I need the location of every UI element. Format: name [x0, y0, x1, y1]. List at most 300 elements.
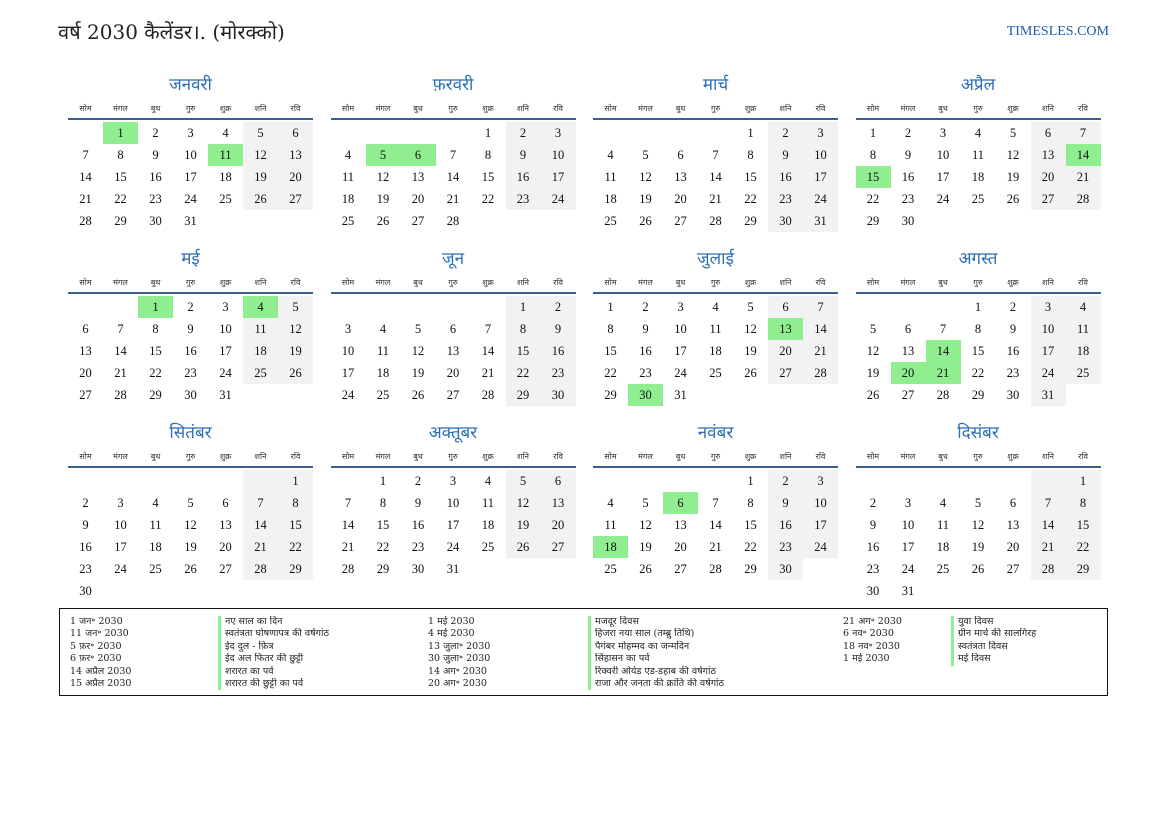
day-cell: 25	[936, 562, 950, 576]
day-cell: 7	[344, 496, 352, 510]
day-cell: 13	[674, 518, 687, 532]
weekday-label: शुक्र	[1007, 278, 1019, 287]
day-cell: 2	[187, 300, 194, 314]
holiday-day-cell: 5	[366, 144, 401, 166]
day-cell: 27	[674, 562, 687, 576]
day-cell: 16	[768, 514, 803, 536]
weekday-label: मंगल	[113, 104, 128, 113]
day-cell: 14	[341, 518, 355, 532]
day-cell: 25	[149, 562, 162, 576]
weekday-label: शनि	[254, 452, 267, 461]
day-cell: 9	[152, 148, 159, 162]
day-cell: 4	[344, 148, 352, 162]
weekday-label: गुरु	[710, 452, 721, 461]
day-cell: 19	[506, 514, 541, 536]
day-cell: 30	[411, 562, 425, 576]
empty-cell	[663, 122, 698, 144]
day-cell: 16	[901, 170, 915, 184]
day-cell: 26	[411, 388, 425, 402]
day-cell: 1	[607, 300, 614, 314]
day-cell: 17	[1031, 340, 1066, 362]
day-cell: 17	[674, 344, 687, 358]
legend-name-column	[588, 616, 843, 690]
day-cell: 10	[901, 518, 915, 532]
weekday-label: रवि	[815, 278, 826, 287]
weekday-header	[331, 274, 576, 294]
weekday-label: गुरु	[448, 104, 458, 113]
day-cell: 22	[866, 192, 880, 206]
day-cell: 13	[901, 344, 915, 358]
day-cell: 20	[219, 540, 232, 554]
day-cell: 25	[243, 362, 278, 384]
day-cell: 12	[639, 170, 652, 184]
day-cell: 10	[446, 496, 460, 510]
day-cell: 29	[149, 388, 162, 402]
day-cell: 2	[904, 126, 912, 140]
empty-cell	[891, 470, 926, 492]
day-cell: 8	[869, 148, 877, 162]
day-cell: 31	[803, 210, 838, 232]
day-cell: 3	[344, 322, 352, 336]
weekday-label: शुक्र	[219, 278, 232, 287]
day-cell: 24	[114, 562, 127, 576]
day-cell: 13	[1031, 144, 1066, 166]
holiday-day-cell: 11	[208, 144, 243, 166]
day-cell: 19	[1006, 170, 1020, 184]
day-cell: 8	[506, 318, 541, 340]
day-cell: 7	[1066, 122, 1101, 144]
day-cell: 25	[341, 214, 355, 228]
holiday-name: मई दिवस	[951, 653, 1101, 665]
day-cell: 3	[222, 300, 229, 314]
day-cell: 8	[278, 492, 313, 514]
month-name: जनवरी	[169, 75, 212, 95]
day-cell: 31	[674, 388, 687, 402]
day-cell: 7	[82, 148, 89, 162]
day-cell: 5	[642, 148, 649, 162]
empty-cell	[331, 470, 366, 492]
weekday-label: बुध	[150, 104, 161, 113]
weekday-label: रवि	[290, 452, 301, 461]
day-cell: 4	[1066, 296, 1101, 318]
legend-date-column	[70, 616, 218, 690]
day-cell: 11	[376, 344, 390, 358]
weekday-header	[593, 448, 838, 468]
day-cell: 12	[411, 344, 425, 358]
day-cell: 17	[219, 344, 232, 358]
day-cell: 15	[744, 518, 757, 532]
day-cell: 2	[506, 122, 541, 144]
day-cell: 24	[803, 188, 838, 210]
month-calendar	[331, 420, 576, 594]
day-cell: 30	[768, 558, 803, 580]
empty-cell	[436, 122, 471, 144]
day-cell: 14	[803, 318, 838, 340]
empty-cell	[856, 296, 891, 318]
day-cell: 14	[114, 344, 127, 358]
holiday-name: राजा और जनता की क्रांति की वर्षगांठ	[588, 678, 843, 690]
weekday-label: मंगल	[900, 452, 916, 461]
weekday-label: सोम	[341, 452, 355, 461]
holiday-date: 13 जुला॰ 2030	[428, 640, 491, 652]
day-cell: 25	[604, 562, 617, 576]
empty-cell	[628, 470, 663, 492]
day-cell: 27	[674, 214, 687, 228]
day-cell: 18	[971, 170, 985, 184]
weekday-label: गुरु	[973, 452, 983, 461]
day-cell: 27	[901, 388, 915, 402]
day-cell: 31	[1031, 384, 1066, 406]
day-cell: 8	[1066, 492, 1101, 514]
weekday-label: मंगल	[638, 104, 653, 113]
day-cell: 21	[114, 366, 127, 380]
day-cell: 19	[866, 366, 880, 380]
days-grid	[331, 470, 576, 580]
day-cell: 25	[1066, 362, 1101, 384]
day-cell: 27	[79, 388, 92, 402]
day-cell: 16	[79, 540, 92, 554]
holiday-day-cell: 14	[1066, 144, 1101, 166]
day-cell: 19	[971, 540, 985, 554]
day-cell: 7	[117, 322, 124, 336]
day-cell: 15	[481, 170, 495, 184]
day-cell: 27	[446, 388, 460, 402]
holiday-name: पैगंबर मोहम्मद का जन्मदिन	[588, 641, 843, 653]
day-cell: 22	[604, 366, 617, 380]
holiday-date: 15 अप्रैल 2030	[70, 677, 132, 689]
weekday-label: गुरु	[185, 104, 196, 113]
month-name: अक्तूबर	[428, 423, 478, 443]
month-name: दिसंबर	[957, 423, 999, 443]
day-cell: 11	[604, 170, 617, 184]
holiday-date: 21 अग॰ 2030	[843, 616, 902, 627]
day-cell: 24	[901, 562, 915, 576]
day-cell: 5	[869, 322, 877, 336]
weekday-label: शुक्र	[219, 452, 232, 461]
day-cell: 13	[219, 518, 232, 532]
holiday-date: 11 जन॰ 2030	[70, 628, 129, 640]
site-link[interactable]: TIMESLES.COM	[1006, 24, 1109, 39]
holiday-name: रिक्वरी ओयेड एड-डहाब की वर्षगांठ	[588, 666, 843, 678]
weekday-label: शुक्र	[482, 452, 494, 461]
holiday-date: 20 अग॰ 2030	[428, 677, 487, 689]
day-cell: 12	[971, 518, 985, 532]
day-cell: 24	[1031, 362, 1066, 384]
empty-cell	[926, 296, 961, 318]
day-cell: 1	[379, 474, 387, 488]
holiday-legend	[59, 608, 1108, 696]
day-cell: 23	[541, 362, 576, 384]
day-cell: 14	[709, 518, 722, 532]
month-name: सितंबर	[169, 423, 212, 443]
weekday-label: मंगल	[900, 104, 916, 113]
days-grid	[593, 470, 838, 580]
day-cell: 5	[243, 122, 278, 144]
days-grid	[856, 296, 1101, 406]
weekday-label: शुक्र	[482, 104, 494, 113]
weekday-label: मंगल	[113, 278, 128, 287]
month-name: अप्रैल	[960, 75, 996, 95]
day-cell: 20	[674, 192, 687, 206]
day-cell: 10	[803, 492, 838, 514]
empty-cell	[593, 122, 628, 144]
weekday-label: रवि	[553, 104, 563, 113]
empty-cell	[663, 470, 698, 492]
day-cell: 9	[768, 492, 803, 514]
weekday-label: मंगल	[900, 278, 916, 287]
empty-cell	[436, 296, 471, 318]
day-cell: 12	[866, 344, 880, 358]
holiday-day-cell: 21	[926, 362, 961, 384]
day-cell: 16	[639, 344, 652, 358]
day-cell: 17	[341, 366, 355, 380]
day-cell: 17	[901, 540, 915, 554]
day-cell: 14	[79, 170, 92, 184]
day-cell: 19	[184, 540, 197, 554]
month-calendar	[68, 72, 313, 246]
day-cell: 22	[1066, 536, 1101, 558]
day-cell: 5	[414, 322, 422, 336]
day-cell: 15	[971, 344, 985, 358]
day-cell: 22	[971, 366, 985, 380]
holiday-date: 14 अप्रैल 2030	[70, 665, 132, 677]
day-cell: 10	[341, 344, 355, 358]
weekday-label: शनि	[779, 452, 792, 461]
day-cell: 9	[506, 144, 541, 166]
weekday-header	[68, 448, 313, 468]
day-cell: 19	[278, 340, 313, 362]
day-cell: 15	[114, 170, 127, 184]
day-cell: 30	[768, 210, 803, 232]
days-grid	[68, 470, 313, 602]
days-grid	[331, 296, 576, 406]
day-cell: 28	[1031, 558, 1066, 580]
weekday-header	[856, 274, 1101, 294]
day-cell: 11	[1066, 318, 1101, 340]
day-cell: 5	[974, 496, 982, 510]
day-cell: 31	[901, 584, 915, 598]
holiday-day-cell: 1	[103, 122, 138, 144]
holiday-day-cell: 13	[768, 318, 803, 340]
weekday-label: शुक्र	[1007, 452, 1019, 461]
day-cell: 5	[187, 496, 194, 510]
day-cell: 29	[376, 562, 390, 576]
months-grid	[68, 72, 1101, 598]
day-cell: 3	[904, 496, 912, 510]
day-cell: 7	[449, 148, 457, 162]
holiday-date: 30 जुला॰ 2030	[428, 653, 491, 665]
day-cell: 14	[446, 170, 460, 184]
day-cell: 25	[971, 192, 985, 206]
day-cell: 2	[869, 496, 877, 510]
days-grid	[68, 296, 313, 406]
holiday-name: ग्रीन मार्च की सालगिरह	[951, 628, 1101, 640]
empty-cell	[138, 470, 173, 492]
day-cell: 22	[114, 192, 127, 206]
month-name: अगस्त	[958, 249, 998, 269]
day-cell: 12	[184, 518, 197, 532]
day-cell: 15	[278, 514, 313, 536]
day-cell: 14	[243, 514, 278, 536]
empty-cell	[68, 296, 103, 318]
day-cell: 7	[712, 496, 719, 510]
day-cell: 29	[744, 562, 757, 576]
month-calendar	[593, 72, 838, 246]
day-cell: 22	[744, 192, 757, 206]
holiday-day-cell: 1	[138, 296, 173, 318]
day-cell: 7	[1031, 492, 1066, 514]
weekday-label: गुरु	[973, 278, 983, 287]
day-cell: 15	[744, 170, 757, 184]
day-cell: 1	[506, 296, 541, 318]
day-cell: 6	[677, 148, 684, 162]
day-cell: 26	[243, 188, 278, 210]
day-cell: 24	[219, 366, 232, 380]
empty-cell	[208, 470, 243, 492]
weekday-header	[68, 100, 313, 120]
day-cell: 9	[82, 518, 89, 532]
day-cell: 17	[541, 166, 576, 188]
day-cell: 7	[484, 322, 492, 336]
day-cell: 8	[117, 148, 124, 162]
page-title: वर्ष 2030 कैलेंडर।. (मोरक्को)	[58, 20, 285, 44]
day-cell: 3	[803, 122, 838, 144]
day-cell: 28	[243, 558, 278, 580]
day-cell: 26	[184, 562, 197, 576]
empty-cell	[856, 470, 891, 492]
day-cell: 19	[744, 344, 757, 358]
holiday-name: शरारत की छुट्टी का पर्व	[218, 678, 428, 690]
day-cell: 20	[1031, 166, 1066, 188]
weekday-label: बुध	[150, 452, 161, 461]
day-cell: 7	[803, 296, 838, 318]
day-cell: 4	[607, 496, 614, 510]
day-cell: 25	[219, 192, 232, 206]
day-cell: 15	[376, 518, 390, 532]
day-cell: 16	[1006, 344, 1020, 358]
day-cell: 2	[82, 496, 89, 510]
day-cell: 16	[506, 166, 541, 188]
day-cell: 21	[481, 366, 495, 380]
day-cell: 6	[1031, 122, 1066, 144]
day-cell: 11	[243, 318, 278, 340]
day-cell: 9	[642, 322, 649, 336]
day-cell: 30	[149, 214, 162, 228]
day-cell: 23	[639, 366, 652, 380]
weekday-label: गुरु	[448, 278, 458, 287]
month-name: जून	[441, 249, 465, 269]
day-cell: 6	[768, 296, 803, 318]
weekday-label: मंगल	[375, 452, 391, 461]
day-cell: 9	[768, 144, 803, 166]
day-cell: 5	[506, 470, 541, 492]
empty-cell	[103, 296, 138, 318]
day-cell: 23	[149, 192, 162, 206]
day-cell: 2	[414, 474, 422, 488]
day-cell: 21	[79, 192, 92, 206]
holiday-date: 1 मई 2030	[843, 653, 890, 665]
empty-cell	[698, 122, 733, 144]
weekday-label: मंगल	[638, 452, 653, 461]
holiday-date: 6 नव॰ 2030	[843, 628, 894, 640]
day-cell: 20	[674, 540, 687, 554]
day-cell: 26	[744, 366, 757, 380]
weekday-header	[593, 274, 838, 294]
holiday-name: स्वतंत्रता घोषणापत्र की वर्षगांठ	[218, 628, 428, 640]
weekday-label: मंगल	[638, 278, 653, 287]
weekday-label: शनि	[517, 452, 529, 461]
day-cell: 19	[411, 366, 425, 380]
days-grid	[856, 122, 1101, 232]
day-cell: 8	[152, 322, 159, 336]
day-cell: 8	[484, 148, 492, 162]
day-cell: 3	[939, 126, 947, 140]
holiday-date: 14 अग॰ 2030	[428, 665, 487, 677]
month-calendar	[856, 420, 1101, 598]
day-cell: 17	[803, 514, 838, 536]
day-cell: 22	[506, 362, 541, 384]
day-cell: 10	[803, 144, 838, 166]
day-cell: 20	[79, 366, 92, 380]
day-cell: 11	[341, 170, 355, 184]
holiday-name: स्वतंत्रता दिवस	[951, 641, 1101, 653]
day-cell: 6	[1009, 496, 1017, 510]
legend-date-column	[428, 616, 588, 690]
empty-cell	[698, 470, 733, 492]
day-cell: 23	[768, 188, 803, 210]
day-cell: 21	[446, 192, 460, 206]
day-cell: 6	[278, 122, 313, 144]
day-cell: 10	[184, 148, 197, 162]
empty-cell	[103, 470, 138, 492]
empty-cell	[891, 296, 926, 318]
day-cell: 23	[411, 540, 425, 554]
day-cell: 27	[219, 562, 232, 576]
day-cell: 9	[904, 148, 912, 162]
day-cell: 31	[446, 562, 460, 576]
weekday-label: बुध	[938, 278, 948, 287]
day-cell: 18	[219, 170, 232, 184]
month-calendar	[68, 246, 313, 420]
day-cell: 28	[709, 214, 722, 228]
day-cell: 5	[278, 296, 313, 318]
weekday-label: रवि	[553, 278, 563, 287]
days-grid	[593, 296, 838, 406]
day-cell: 27	[768, 362, 803, 384]
day-cell: 26	[971, 562, 985, 576]
day-cell: 3	[541, 122, 576, 144]
day-cell: 11	[971, 148, 985, 162]
day-cell: 29	[278, 558, 313, 580]
day-cell: 13	[79, 344, 92, 358]
day-cell: 10	[541, 144, 576, 166]
day-cell: 29	[114, 214, 127, 228]
day-cell: 12	[639, 518, 652, 532]
day-cell: 11	[936, 518, 950, 532]
day-cell: 12	[243, 144, 278, 166]
weekday-label: बुध	[675, 104, 686, 113]
day-cell: 4	[152, 496, 159, 510]
day-cell: 30	[1006, 388, 1020, 402]
legend-date-column	[843, 616, 951, 690]
day-cell: 4	[379, 322, 387, 336]
day-cell: 17	[803, 166, 838, 188]
day-cell: 28	[481, 388, 495, 402]
day-cell: 4	[939, 496, 947, 510]
day-cell: 11	[481, 496, 495, 510]
weekday-label: शनि	[517, 104, 529, 113]
day-cell: 15	[604, 344, 617, 358]
